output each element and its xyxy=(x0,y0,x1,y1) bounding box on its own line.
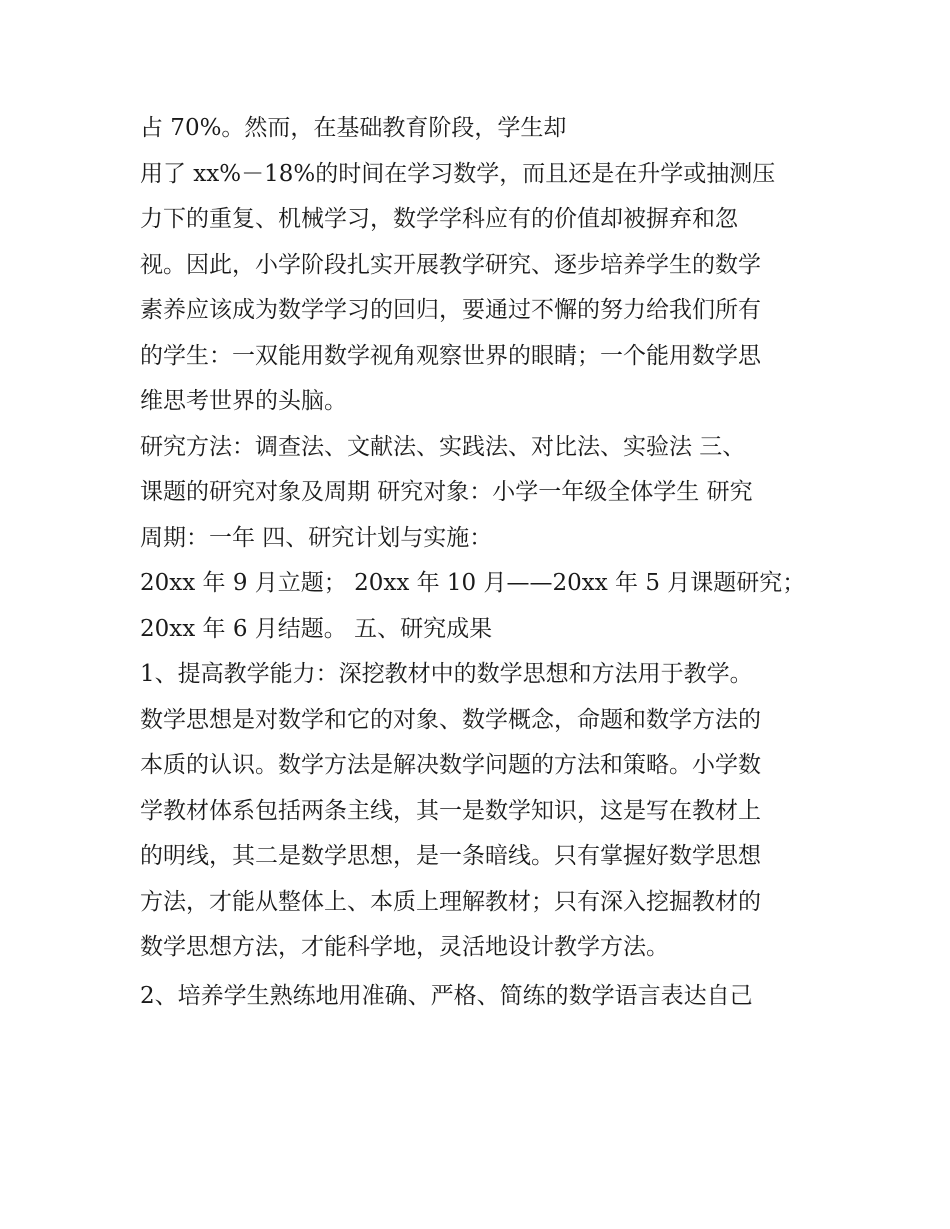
text-line: 2、培养学生熟练地用准确、严格、简练的数学语言表达自己 xyxy=(140,982,753,1009)
text-line: 本质的认识。数学方法是解决数学问题的方法和策略。小学数 xyxy=(140,752,761,778)
text-line: 研究方法：调查法、文献法、实践法、对比法、实验法 三、 xyxy=(140,433,746,460)
text-line: 占 70%。然而，在基础教育阶段，学生却 xyxy=(140,115,567,141)
text-line: 素养应该成为数学学习的回归，要通过不懈的努力给我们所有 xyxy=(140,297,761,323)
text-line: 学教材体系包括两条主线，其一是数学知识，这是写在教材上 xyxy=(140,797,761,824)
text-line: 用了 xx%－18%的时间在学习数学，而且还是在升学或抽测压 xyxy=(140,160,776,187)
text-line: 20xx 年 6 月结题。 五、研究成果 xyxy=(140,615,493,642)
text-line: 方法，才能从整体上、本质上理解教材；只有深入挖掘教材的 xyxy=(140,888,761,915)
document-body xyxy=(140,106,830,1019)
text-line: 的学生：一双能用数学视角观察世界的眼睛；一个能用数学思 xyxy=(140,342,761,369)
text-line: 数学思想是对数学和它的对象、数学概念，命题和数学方法的 xyxy=(140,706,761,733)
text-line: 的明线，其二是数学思想，是一条暗线。只有掌握好数学思想 xyxy=(140,843,761,869)
text-line: 1、提高教学能力：深挖教材中的数学思想和方法用于教学。 xyxy=(140,661,753,687)
text-line: 视。因此，小学阶段扎实开展教学研究、逐步培养学生的数学 xyxy=(140,251,761,278)
text-line: 维思考世界的头脑。 xyxy=(140,388,347,414)
text-line: 20xx 年 9 月立题； 20xx 年 10 月——20xx 年 5 月课题研究； xyxy=(140,570,806,596)
text-line: 课题的研究对象及周期 研究对象：小学一年级全体学生 研究 xyxy=(140,479,753,505)
text-line: 数学思想方法，才能科学地，灵活地设计教学方法。 xyxy=(140,934,669,960)
text-line: 周期：一年 四、研究计划与实施： xyxy=(140,524,493,551)
text-line: 力下的重复、机械学习，数学学科应有的价值却被摒弃和忽 xyxy=(140,206,738,232)
